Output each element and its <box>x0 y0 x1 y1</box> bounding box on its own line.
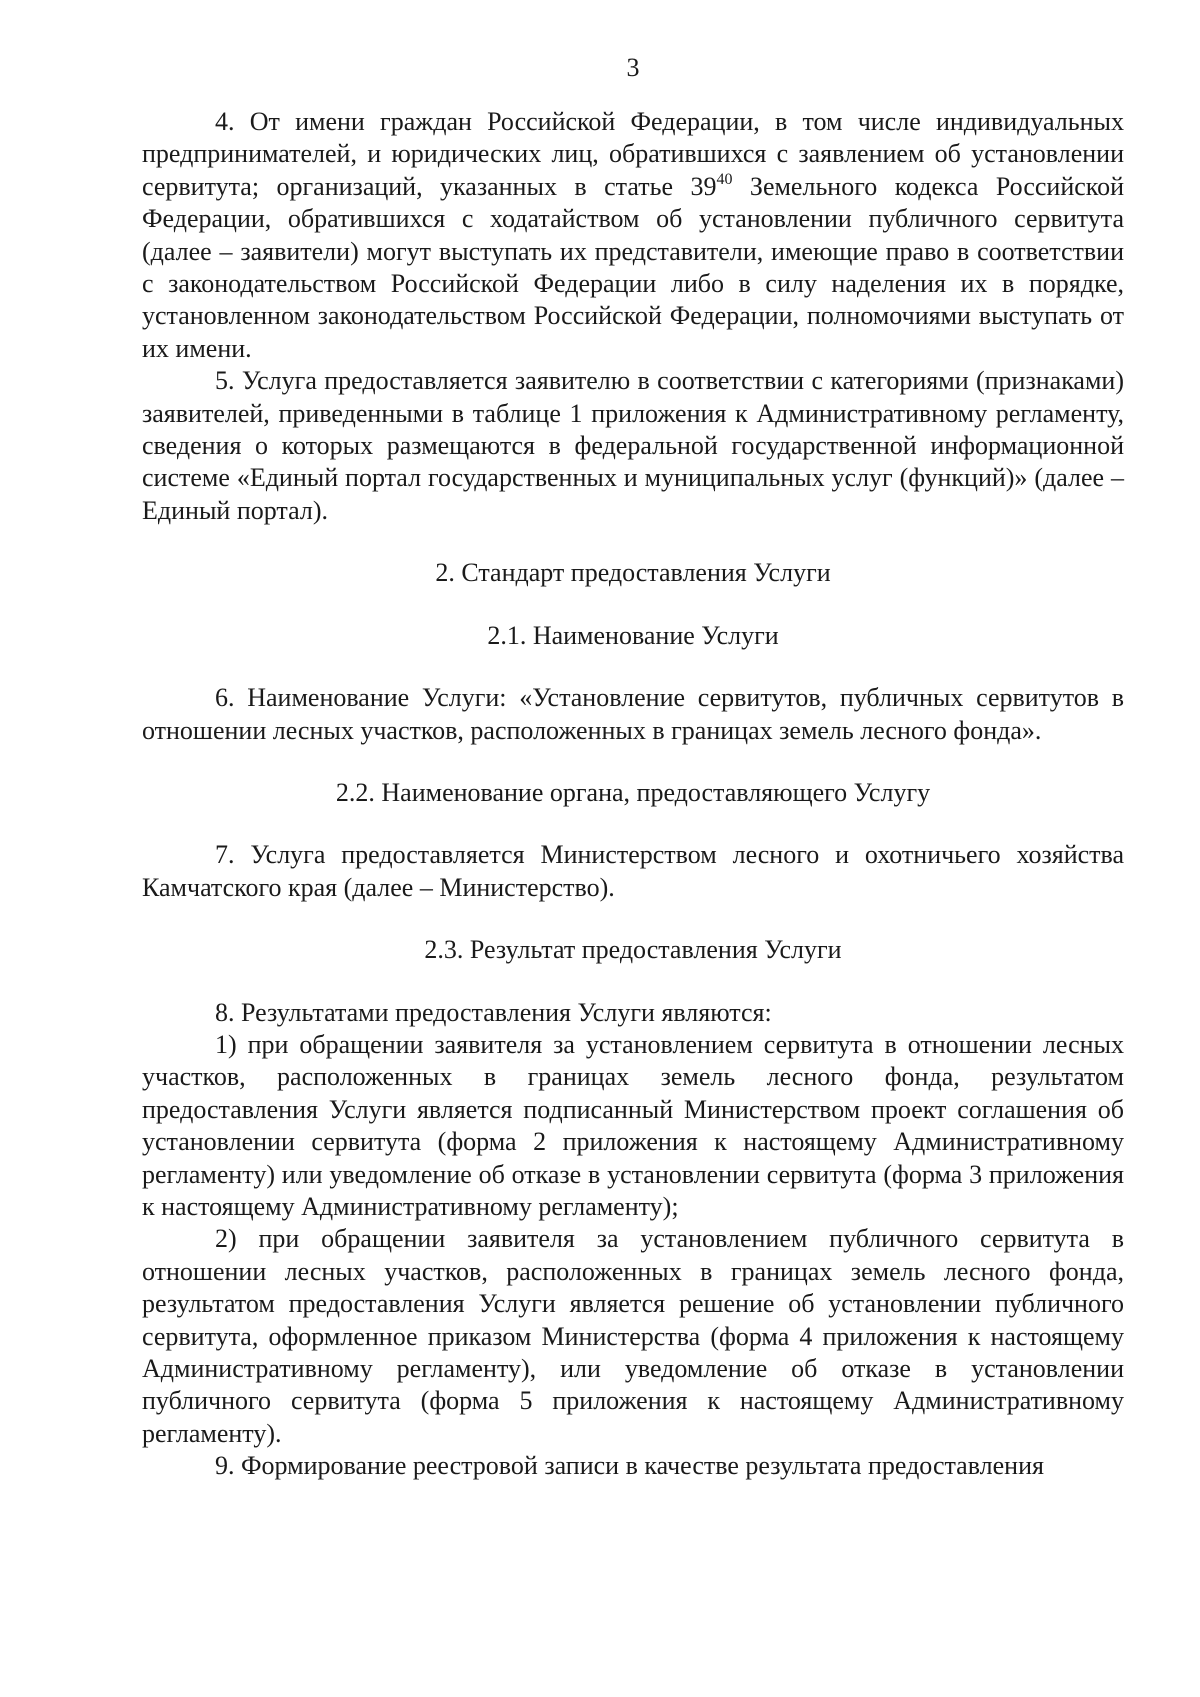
heading-section-2-1: 2.1. Наименование Услуги <box>487 620 779 650</box>
heading-section-2-2: 2.2. Наименование органа, предоставляющего Услугу <box>335 777 931 807</box>
heading-section-2: 2. Стандарт предоставления Услуги <box>435 558 831 588</box>
document-page <box>142 52 1124 1483</box>
paragraph-8-item-1: 1) при обращении заявителя за установлением сервитута в отношении лесных участков, расположенных в границах земель лесного фонда, результатом предоставления Услуги является подписанный Министерством проект соглашения об установлении сервитута (форма 2 приложения к настоящему Административному регламенту) или уведомление об отказе в установлении сервитута (форма 3 приложения к настоящему Административному регламенту); <box>142 1029 1124 1221</box>
paragraph-7: 7. Услуга предоставляется Министерством лесного и охотничьего хозяйства Камчатского края (далее – Министерство). <box>142 840 1124 902</box>
heading-section-2-3: 2.3. Результат предоставления Услуги <box>424 935 842 965</box>
paragraph-4 <box>142 106 1124 365</box>
paragraph-8-item-2: 2) при обращении заявителя за установлением публичного сервитута в отношении лесных участков, расположенных в границах земель лесного фонда, результатом предоставления Услуги является решение об установлении публичного сервитута, оформленное приказом Министерства (форма 4 приложения к настоящему Административному регламенту), или уведомление об отказе в установлении публичного сервитута (форма 5 приложения к настоящему Административному регламенту). <box>142 1224 1124 1448</box>
paragraph-4-text-a: 4. От имени граждан Российской Федерации, в том числе индивидуальных предпринимателей, и юридических лиц, обратившихся с заявлением об установлении сервитута; организаций, указанных в статье 39 <box>142 107 1124 201</box>
paragraph-9: 9. Формирование реестровой записи в качестве результата предоставления <box>215 1451 1044 1481</box>
paragraph-8: 8. Результатами предоставления Услуги являются: <box>215 997 772 1027</box>
paragraph-4-text-b: Земельного кодекса Российской Федерации, обратившихся с ходатайством об установлении публичного сервитута (далее – заявители) могут выступать их представители, имеющие право в соответствии с законодательством Российской Федерации либо в силу наделения их в порядке, установленном законодательством Российской Федерации, полномочиями выступать от их имени. <box>142 171 1124 363</box>
page-number: 3 <box>626 53 640 82</box>
paragraph-5: 5. Услуга предоставляется заявителю в соответствии с категориями (признаками) заявителей, приведенными в таблице 1 приложения к Административному регламенту, сведения о которых размещаются в федеральной государственной информационной системе «Единый портал государственных и муниципальных услуг (функций)» (далее – Единый портал). <box>142 366 1124 525</box>
article-superscript: 40 <box>716 170 733 188</box>
paragraph-6: 6. Наименование Услуги: «Установление сервитутов, публичных сервитутов в отношении лесных участков, расположенных в границах земель лесного фонда». <box>142 683 1124 745</box>
